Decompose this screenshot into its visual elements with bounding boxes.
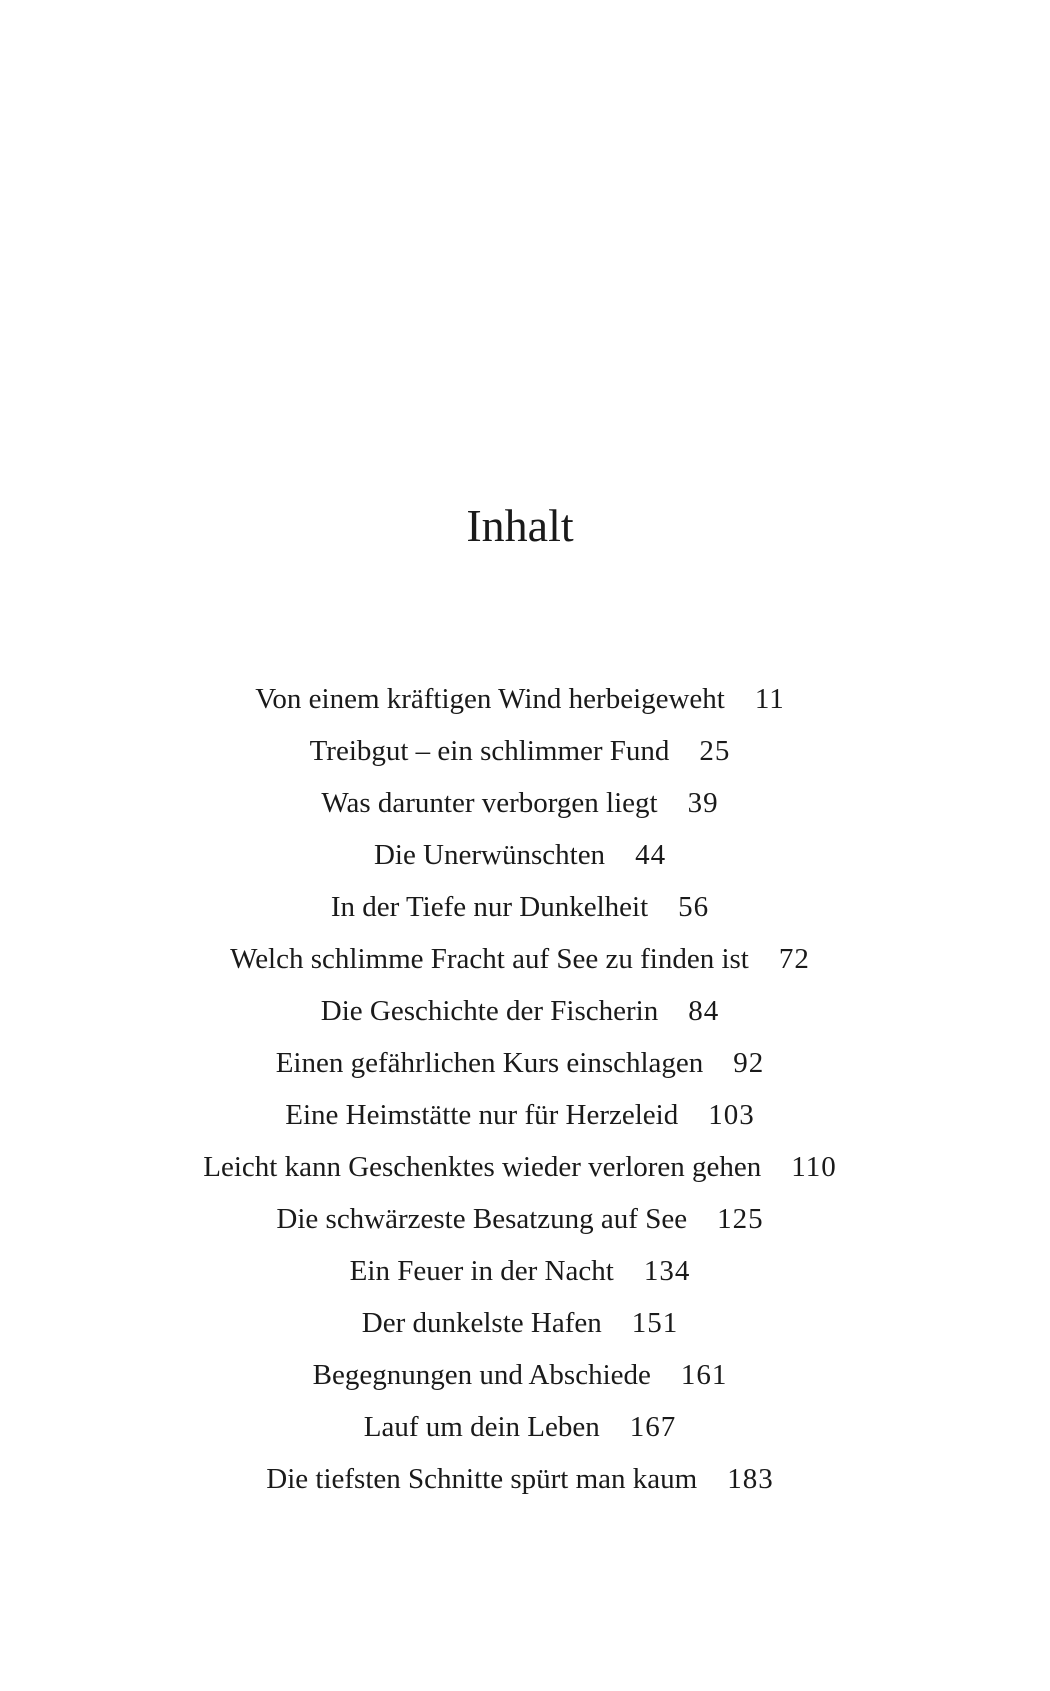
toc-entry: [0, 933, 1040, 985]
toc-entry-label: Was darunter verborgen liegt: [321, 787, 658, 819]
toc-entry-label: Begegnungen und Abschiede: [312, 1359, 651, 1391]
toc-entry-label: Lauf um dein Leben: [363, 1411, 600, 1443]
toc-entry-page: 11: [754, 683, 785, 715]
toc-entry: [0, 1245, 1040, 1297]
toc-entry: [0, 1401, 1040, 1453]
toc-entry: [0, 829, 1040, 881]
toc-entry: [0, 1037, 1040, 1089]
toc-entry-page: 103: [708, 1099, 755, 1131]
toc-entry: [0, 881, 1040, 933]
toc-entry-label: Die Unerwünschten: [373, 839, 606, 871]
toc-entry-page: 56: [678, 891, 710, 923]
toc-entry-page: 167: [629, 1411, 677, 1443]
toc-entry: [0, 777, 1040, 829]
toc-entry-label: Der dunkelste Hafen: [361, 1307, 602, 1339]
toc-entry-label: Einen gefährlichen Kurs einschlagen: [275, 1047, 704, 1079]
toc-entry-page: 72: [778, 943, 810, 975]
toc-entry: [0, 1089, 1040, 1141]
toc-entry-label: Leicht kann Geschenktes wieder verloren gehen: [203, 1151, 762, 1183]
toc-entry-page: 25: [699, 735, 731, 767]
toc-entry-label: Die Geschichte der Fischerin: [320, 995, 659, 1027]
toc-entry-page: 134: [643, 1255, 691, 1287]
toc-entry: [0, 1453, 1040, 1505]
toc-entry: [0, 1193, 1040, 1245]
toc-entry-page: 151: [631, 1307, 679, 1339]
toc-entry-label: Welch schlimme Fracht auf See zu finden ist: [230, 943, 749, 975]
toc-entry-label: In der Tiefe nur Dunkelheit: [330, 891, 649, 923]
toc-entry-page: 92: [733, 1047, 765, 1079]
toc-entry: [0, 725, 1040, 777]
toc-entry-label: Die tiefsten Schnitte spürt man kaum: [266, 1463, 698, 1495]
toc-entry-label: Treibgut – ein schlimmer Fund: [309, 735, 670, 767]
toc-entry-page: 39: [687, 787, 719, 819]
toc-entry: [0, 985, 1040, 1037]
toc-entry-page: 161: [680, 1359, 728, 1391]
toc-entry: [0, 673, 1040, 725]
toc-entry-label: Ein Feuer in der Nacht: [349, 1255, 614, 1287]
toc-entry-label: Von einem kräftigen Wind herbeigeweht: [255, 683, 725, 715]
table-of-contents: [0, 673, 1040, 1505]
toc-entry-page: 183: [727, 1463, 774, 1495]
toc-entry: [0, 1297, 1040, 1349]
toc-entry-page: 125: [717, 1203, 764, 1235]
toc-entry-page: 44: [635, 839, 667, 871]
toc-entry-page: 110: [791, 1151, 837, 1183]
toc-entry-label: Die schwärzeste Besatzung auf See: [276, 1203, 688, 1235]
toc-entry: [0, 1349, 1040, 1401]
toc-entry-label: Eine Heimstätte nur für Herzeleid: [285, 1099, 679, 1131]
toc-entry: [0, 1141, 1040, 1193]
page-title: Inhalt: [466, 500, 574, 551]
toc-entry-page: 84: [688, 995, 720, 1027]
